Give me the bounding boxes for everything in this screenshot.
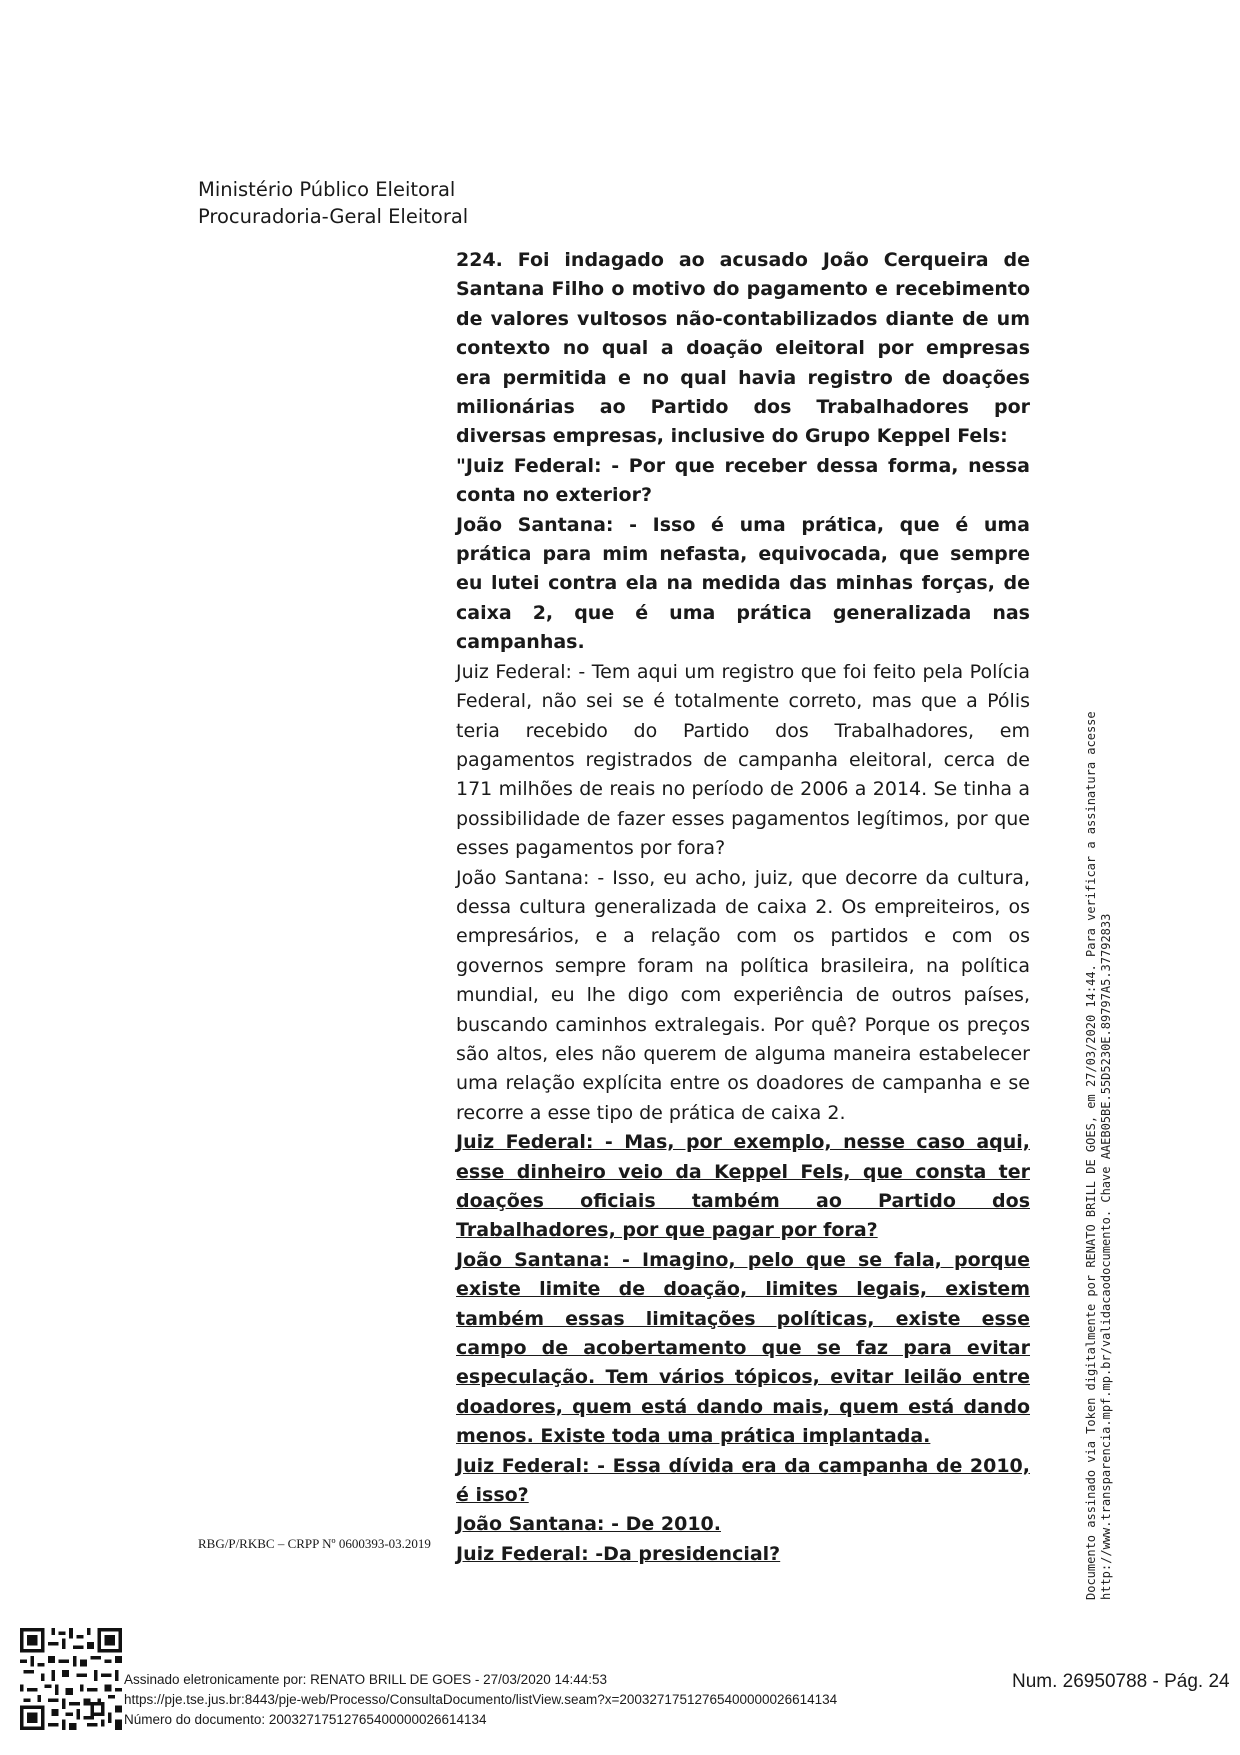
- verification-url[interactable]: https://pje.tse.jus.br:8443/pje-web/Processo/ConsultaDocumento/listView.seam?x=20032717512765400000026614134: [124, 1692, 838, 1707]
- testimony-question-4: Juiz Federal: - Essa dívida era da campanha de 2010, é isso?: [456, 1454, 1030, 1507]
- qr-code-icon: [20, 1628, 122, 1730]
- testimony-question-5: Juiz Federal: -Da presidencial?: [456, 1542, 781, 1565]
- electronic-signature-block: [124, 1670, 837, 1730]
- document-header: [198, 176, 468, 230]
- signature-line: Assinado eletronicamente por: RENATO BRILL DE GOES - 27/03/2020 14:44:53: [124, 1672, 608, 1687]
- testimony-answer-3: João Santana: - Imagino, pelo que se fala, porque existe limite de doação, limites legais, existem também essas limitações políticas, existe esse campo de acobertamento que se faz para evitar especulação. Tem vários tópicos, evitar leilão entre doadores, quem está dando mais, quem está dando menos. Existe toda uma prática implantada.: [456, 1248, 1030, 1448]
- testimony-question-2: Juiz Federal: - Tem aqui um registro que foi feito pela Polícia Federal, não sei se é totalmente correto, mas que a Pólis teria recebido do Partido dos Trabalhadores, em pagamentos registrados de campanha eleitoral, cerca de 171 milhões de reais no período de 2006 a 2014. Se tinha a possibilidade de fazer esses pagamentos legítimos, por que esses pagamentos por fora?: [456, 660, 1030, 860]
- digital-signature-stamp: [1084, 711, 1114, 1600]
- stamp-line-2: http://www.transparencia.mpf.mp.br/validacaodocumento. Chave AAEB05BE.55D5230E.89797A5.37792833: [1099, 913, 1113, 1600]
- testimony-answer-4: João Santana: - De 2010.: [456, 1513, 721, 1536]
- paragraph-224: 224. Foi indagado ao acusado João Cerqueira de Santana Filho o motivo do pagamento e recebimento de valores vultosos não-contabilizados diante de um contexto no qual a doação eleitoral por empresas era permitida e no qual havia registro de doações milionárias ao Partido dos Trabalhadores por diversas empresas, inclusive do Grupo Keppel Fels:: [456, 249, 1030, 448]
- document-number: Número do documento: 20032717512765400000026614134: [124, 1712, 487, 1727]
- institution-subname: Procuradoria-Geral Eleitoral: [198, 205, 469, 228]
- stamp-line-1: Documento assinado via Token digitalmente por RENATO BRILL DE GOES, em 27/03/2020 14:44. Para verificar a assinatura acesse: [1084, 711, 1098, 1600]
- document-reference: RBG/P/RKBC – CRPP Nº 0600393-03.2019: [198, 1536, 431, 1551]
- testimony-question-1: "Juiz Federal: - Por que receber dessa forma, nessa conta no exterior?: [456, 454, 1030, 507]
- page-number: Num. 26950788 - Pág. 24: [1012, 1671, 1230, 1692]
- document-body: [456, 246, 1030, 1569]
- testimony-answer-2: João Santana: - Isso, eu acho, juiz, que decorre da cultura, dessa cultura generalizada de caixa 2. Os empreiteiros, os empresários, e a relação com os partidos e com os governos sempre foram na política brasileira, na política mundial, eu lhe digo com experiência de outros países, buscando caminhos extralegais. Por quê? Porque os preços são altos, eles não querem de alguma maneira estabelecer uma relação explícita entre os doadores de campanha e se recorre a esse tipo de prática de caixa 2.: [456, 866, 1030, 1124]
- institution-name: Ministério Público Eleitoral: [198, 178, 456, 201]
- testimony-question-3: Juiz Federal: - Mas, por exemplo, nesse caso aqui, esse dinheiro veio da Keppel Fels, que consta ter doações oficiais também ao Partido dos Trabalhadores, por que pagar por fora?: [456, 1131, 1030, 1242]
- testimony-answer-1: João Santana: - Isso é uma prática, que é uma prática para mim nefasta, equivocada, que sempre eu lutei contra ela na medida das minhas forças, de caixa 2, que é uma prática generalizada nas campanhas.: [456, 513, 1030, 654]
